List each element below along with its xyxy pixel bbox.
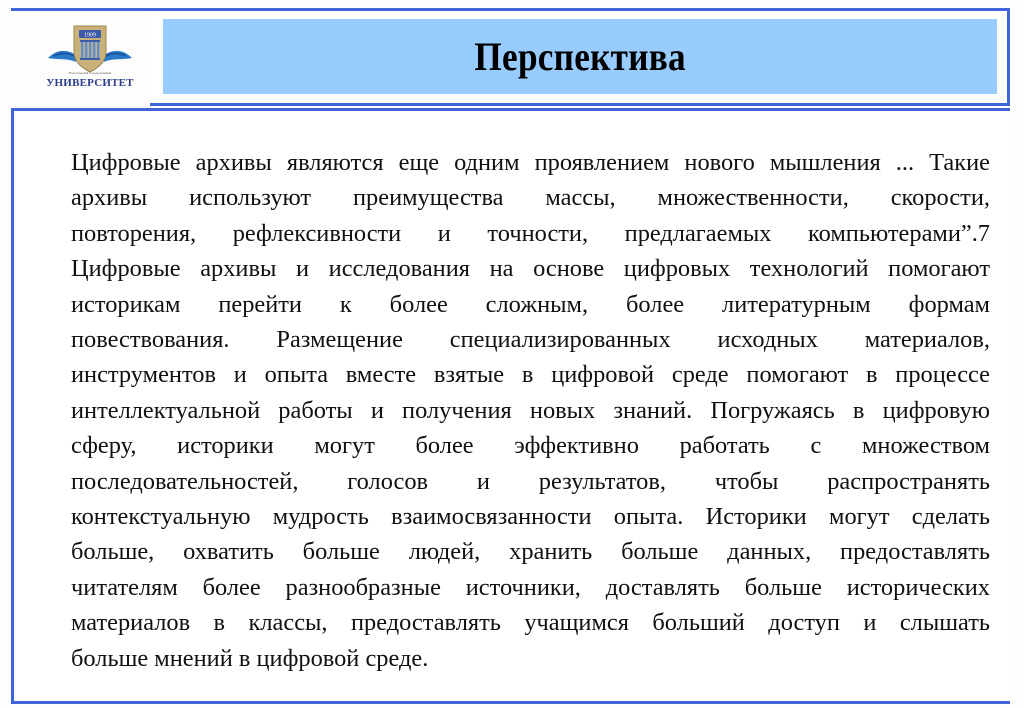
university-emblem-icon [40, 22, 140, 74]
title-banner [163, 19, 997, 94]
university-logo [40, 22, 140, 96]
header-divider-line [11, 8, 161, 11]
svg-text:1909: 1909 [84, 32, 96, 39]
body-line: Цифровые архивы и исследования на основе цифровых технологий помогают [71, 255, 990, 283]
body-line: материалов в классы, предоставлять учащимся больший доступ и слышать [71, 609, 990, 637]
body-line: читателям более разнообразные источники, доставлять больше исторических [71, 573, 990, 601]
body-line: Цифровые архивы являются еще одним проявлением нового мышления ... Такие [71, 149, 990, 176]
title-frame [150, 8, 1010, 106]
body-line: сферу, историки могут более эффективно работать с множеством [71, 432, 990, 460]
content-frame [11, 108, 1010, 704]
body-line: архивы используют преимущества массы, множественности, скорости, [71, 184, 990, 212]
body-line: больше, охватить больше людей, хранить больше данных, предоставлять [71, 538, 990, 566]
body-line: интеллектуальной работы и получения новых знаний. Погружаясь в цифровую [71, 396, 990, 424]
logo-caption: УНИВЕРСИТЕТ [46, 77, 134, 89]
body-line: больше мнений в цифровой среде. [71, 644, 429, 672]
logo-subcaption: Волгоградский государственный [69, 72, 111, 75]
body-line: инструментов и опыта вместе взятые в цифровой среде помогают в процессе [71, 361, 990, 389]
body-line: повторения, рефлексивности и точности, предлагаемых компьютерами”.7 [71, 219, 990, 247]
body-line: контекстуальную мудрость взаимосвязанности опыта. Историки могут сделать [71, 503, 990, 531]
body-paragraph [71, 145, 990, 676]
body-line: историкам перейти к более сложным, более литературным формам [71, 290, 990, 318]
body-line: повествования. Размещение специализированных исходных материалов, [71, 326, 990, 354]
body-line: последовательностей, голосов и результатов, чтобы распространять [71, 467, 990, 495]
slide-title: Перспектива [474, 34, 686, 79]
